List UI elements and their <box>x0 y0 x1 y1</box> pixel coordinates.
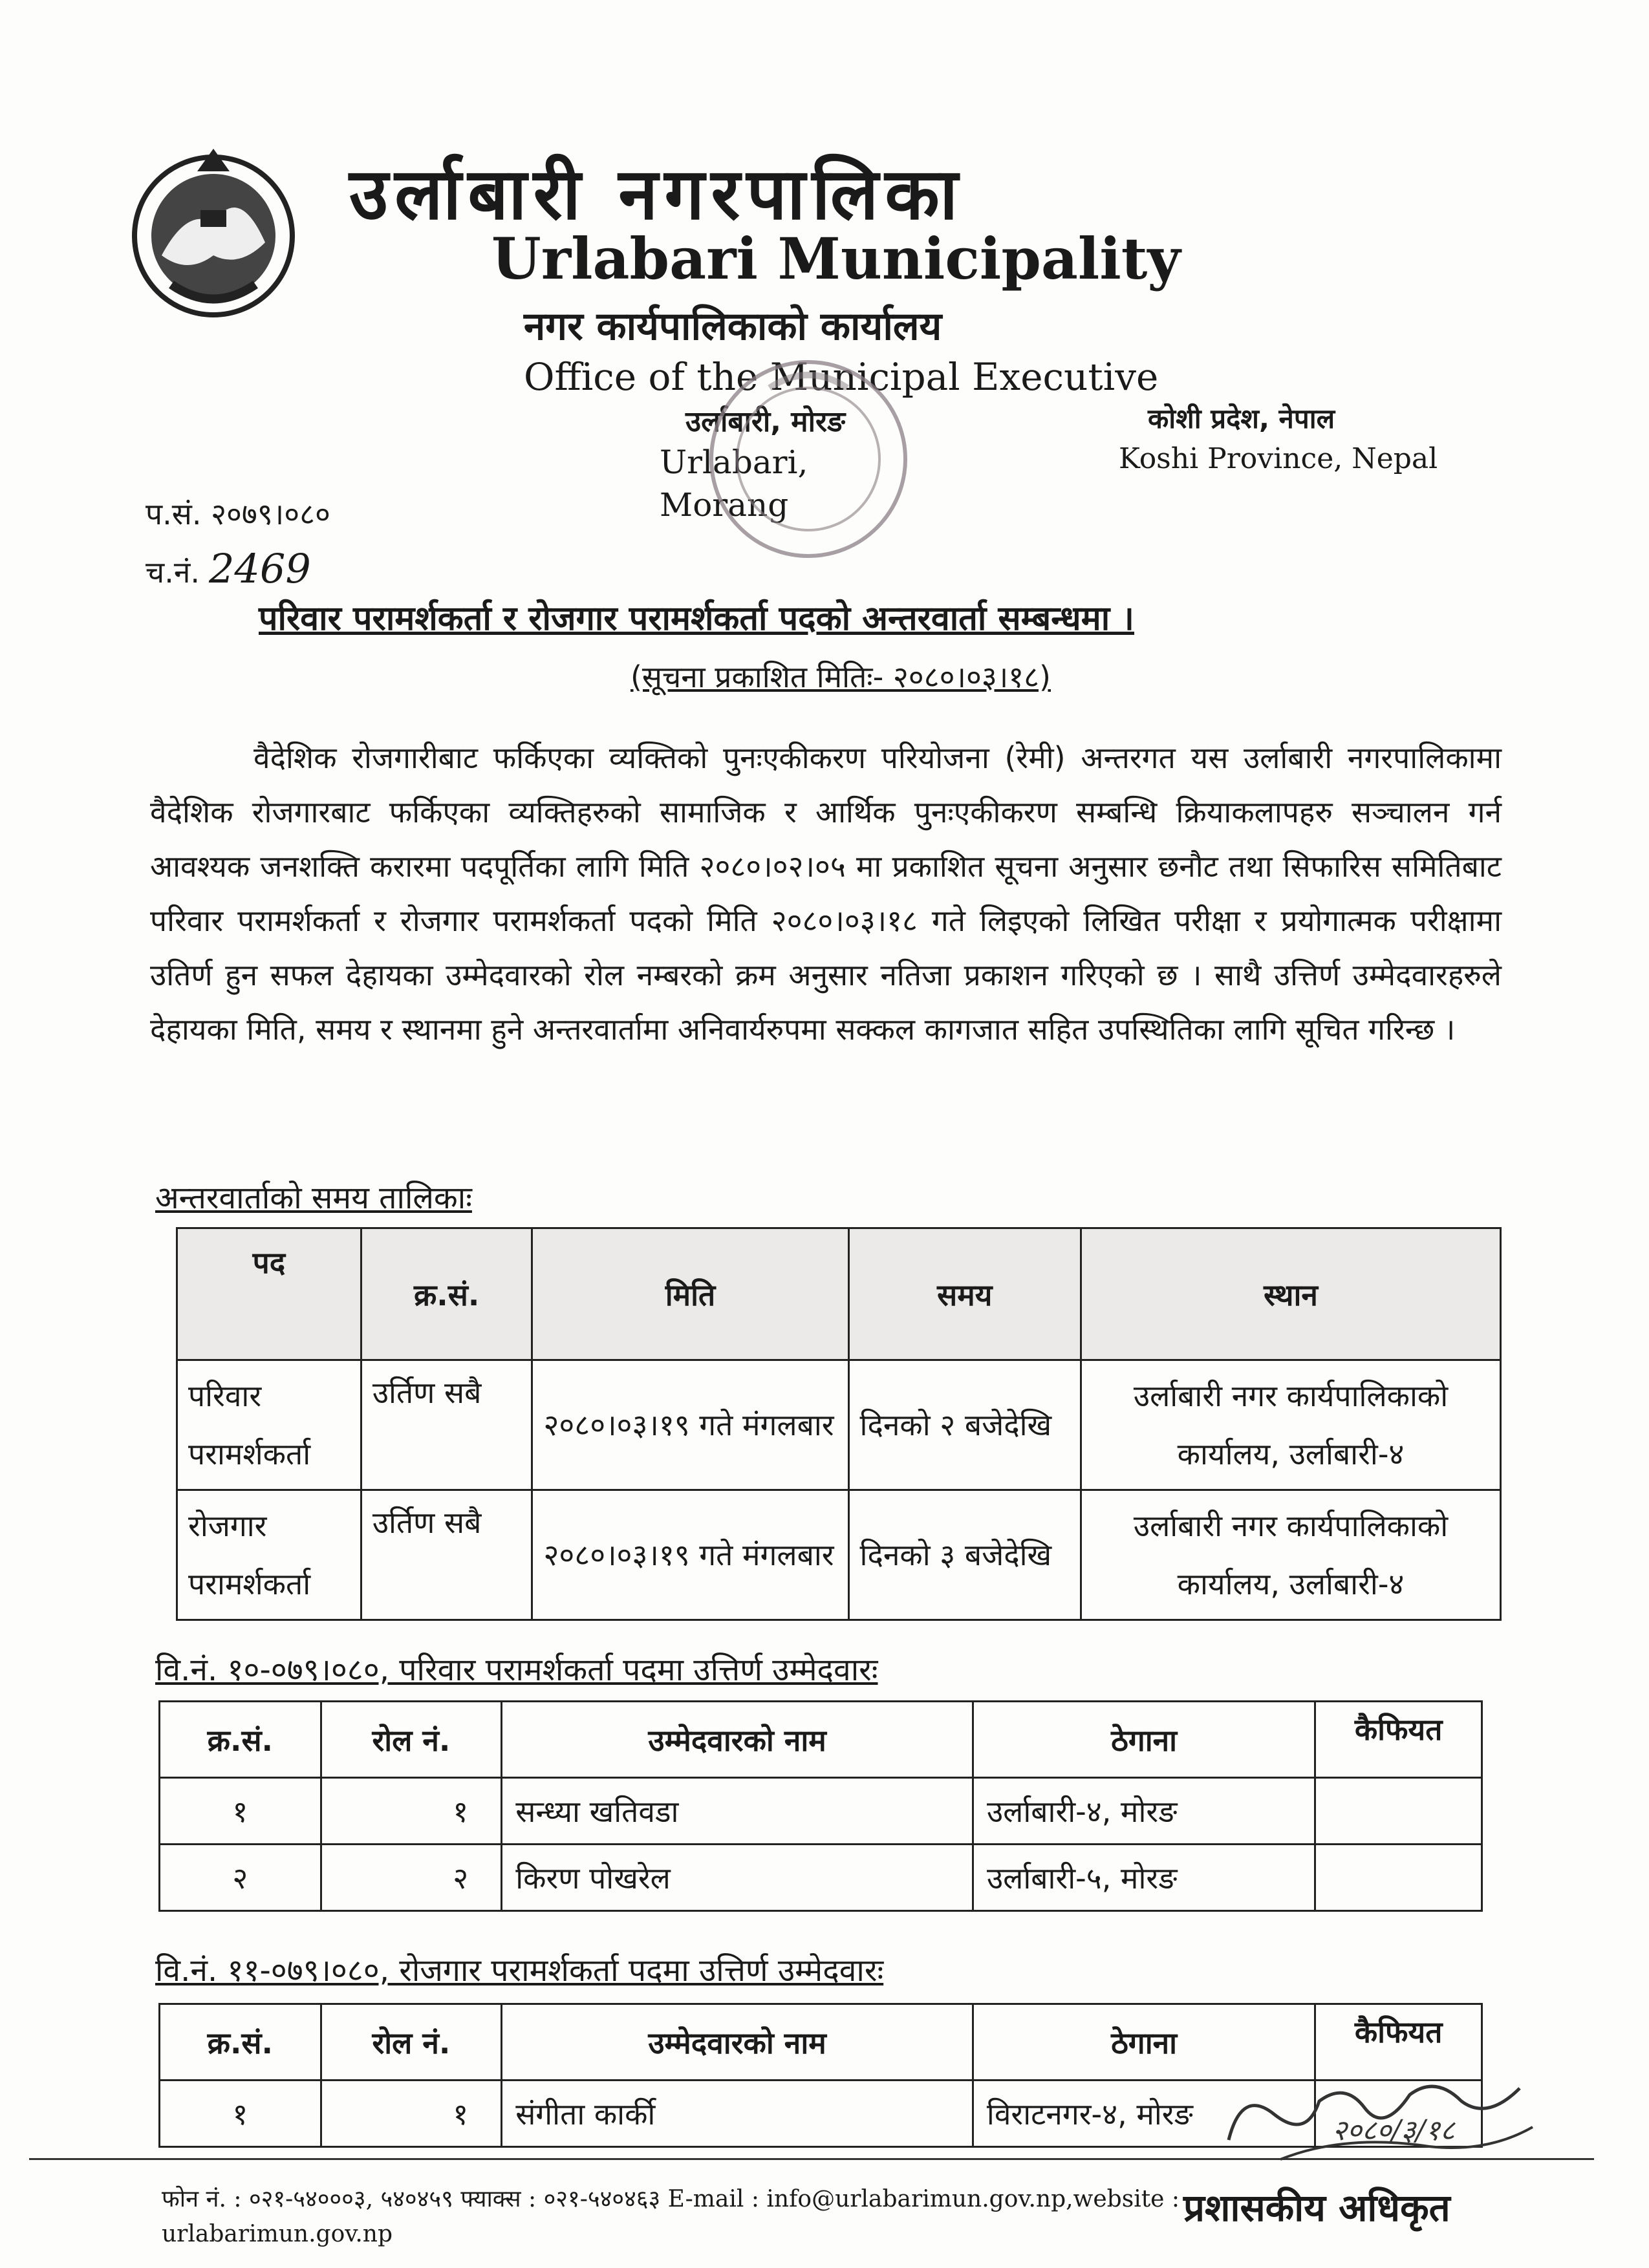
sn-cell: १ <box>160 2081 321 2147</box>
place-cell: उर्लाबारी नगर कार्यपालिकाको कार्यालय, उर्लाबारी-४ <box>1081 1360 1501 1490</box>
office-title-nepali: नगर कार्यपालिकाको कार्यालय <box>524 304 942 349</box>
header-sn: क्र.सं. <box>160 1702 321 1778</box>
municipality-title-english: Urlabari Municipality <box>491 225 1181 292</box>
signatory-title: प्रशासकीय अधिकृत <box>1183 2186 1450 2230</box>
location-nepali: उर्लाबारी, मोरङ <box>685 405 846 438</box>
remarks-cell <box>1315 1845 1482 1911</box>
dispatch-reference <box>146 546 311 595</box>
date-cell: २०८०।०३।१९ गते मंगलबार <box>532 1360 848 1490</box>
header-name: उम्मेदवारको नाम <box>502 1702 973 1778</box>
schedule-heading: अन्तरवार्ताको समय तालिकाः <box>155 1180 472 1216</box>
name-cell: किरण पोखरेल <box>502 1845 973 1911</box>
province-nepali: कोशी प्रदेश, नेपाल <box>1148 403 1335 434</box>
table-row <box>160 1778 1482 1845</box>
location-english: Urlabari, Morang <box>660 444 808 524</box>
result-heading-family-counselor: वि.नं. १०-०७९।०८०, परिवार परामर्शकर्ता पदमा उत्तिर्ण उम्मेदवारः <box>155 1652 878 1688</box>
sn-cell: उर्तिण सबै <box>361 1360 532 1490</box>
header-roll: रोल नं. <box>321 1702 502 1778</box>
sn-cell: २ <box>160 1845 321 1911</box>
name-cell: संगीता कार्की <box>502 2081 973 2147</box>
roll-cell: १ <box>321 1778 502 1845</box>
province-english: Koshi Province, Nepal <box>1119 442 1438 475</box>
date-cell: २०८०।०३।१९ गते मंगलबार <box>532 1490 848 1620</box>
time-cell: दिनको ३ बजेदेखि <box>848 1490 1081 1620</box>
official-stamp-icon <box>673 336 944 569</box>
name-cell: सन्ध्या खतिवडा <box>502 1778 973 1845</box>
nepal-emblem-icon <box>126 145 301 320</box>
signature-date: २०८०/३/१८ <box>1332 2114 1455 2147</box>
office-title-english: Office of the Municipal Executive <box>524 355 1159 399</box>
municipality-title-nepali: उर्लाबारी नगरपालिका <box>349 153 965 235</box>
interview-schedule-table <box>176 1227 1502 1621</box>
dispatch-label: च.नं. <box>146 555 200 590</box>
address-cell: विराटनगर-४, मोरङ <box>973 2081 1315 2147</box>
notice-body: वैदेशिक रोजगारीबाट फर्किएका व्यक्तिको पुनःएकीकरण परियोजना (रेमी) अन्तरगत यस उर्लाबारी नगरपालिकामा वैदेशिक रोजगारबाट फर्किएका व्यक्तिहरुको सामाजिक र आर्थिक पुनःएकीकरण सम्बन्धि क्रियाकलापहरु सञ्चालन गर्न आवश्यक जनशक्ति करारमा पदपूर्तिका लागि मिति २०८०।०२।०५ मा प्रकाशित सूचना अनुसार छनौट तथा सिफारिस समितिबाट परिवार परामर्शकर्ता र रोजगार परामर्शकर्ता पदको मिति २०८०।०३।१८ गते लिइएको लिखित परीक्षा र प्रयोगात्मक परीक्षामा उतिर्ण हुन सफल देहायका उम्मेदवारको रोल नम्बरको क्रम अनुसार नतिजा प्रकाशन गरिएको छ । साथै उत्तिर्ण उम्मेदवारहरुले देहायका मिति, समय र स्थानमा हुने अन्तरवार्तामा अनिवार्यरुपमा सक्कल कागजात सहित उपस्थितिका लागि सूचित गरिन्छ । <box>150 740 1502 1047</box>
post-cell: परिवार परामर्शकर्ता <box>177 1360 361 1490</box>
table-row <box>160 1845 1482 1911</box>
roll-cell: २ <box>321 1845 502 1911</box>
table-header-row <box>177 1228 1501 1360</box>
dispatch-number: 2469 <box>208 545 311 592</box>
result-table-family-counselor <box>158 1700 1483 1912</box>
publication-date: (सूचना प्रकाशित मितिः- २०८०।०३।१८) <box>630 659 1051 694</box>
header-roll: रोल नं. <box>321 2004 502 2081</box>
header-time: समय <box>848 1228 1081 1360</box>
header-remarks: कैफियत <box>1315 2004 1482 2081</box>
address-cell: उर्लाबारी-४, मोरङ <box>973 1778 1315 1845</box>
table-row <box>177 1490 1501 1620</box>
header-address: ठेगाना <box>973 1702 1315 1778</box>
remarks-cell <box>1315 1778 1482 1845</box>
signature-icon <box>1216 2062 1552 2172</box>
time-cell: दिनको २ बजेदेखि <box>848 1360 1081 1490</box>
post-cell: रोजगार परामर्शकर्ता <box>177 1490 361 1620</box>
header-post: पद <box>177 1228 361 1360</box>
header-place: स्थान <box>1081 1228 1501 1360</box>
place-cell: उर्लाबारी नगर कार्यपालिकाको कार्यालय, उर्लाबारी-४ <box>1081 1490 1501 1620</box>
fiscal-year-reference: प.सं. २०७९।०८० <box>146 497 330 531</box>
header-date: मिति <box>532 1228 848 1360</box>
address-cell: उर्लाबारी-५, मोरङ <box>973 1845 1315 1911</box>
result-heading-employment-counselor: वि.नं. ११-०७९।०८०, रोजगार परामर्शकर्ता पदमा उत्तिर्ण उम्मेदवारः <box>155 1952 884 1989</box>
header-sn: क्र.सं. <box>361 1228 532 1360</box>
header-name: उम्मेदवारको नाम <box>502 2004 973 2081</box>
sn-cell: १ <box>160 1778 321 1845</box>
header-remarks: कैफियत <box>1315 1702 1482 1778</box>
contact-footer: फोन नं. : ०२१-५४०००३, ५४०४५९ फ्याक्स : ०२१-५४०४६३ E-mail : info@urlabarimun.gov.np,website : urlabarimun.gov.np <box>162 2186 1180 2247</box>
table-row <box>177 1360 1501 1490</box>
header-sn: क्र.सं. <box>160 2004 321 2081</box>
notice-subject: परिवार परामर्शकर्ता र रोजगार परामर्शकर्ता पदको अन्तरवार्ता सम्बन्धमा । <box>259 599 1134 638</box>
sn-cell: उर्तिण सबै <box>361 1490 532 1620</box>
table-header-row <box>160 1702 1482 1778</box>
roll-cell: १ <box>321 2081 502 2147</box>
header-address: ठेगाना <box>973 2004 1315 2081</box>
